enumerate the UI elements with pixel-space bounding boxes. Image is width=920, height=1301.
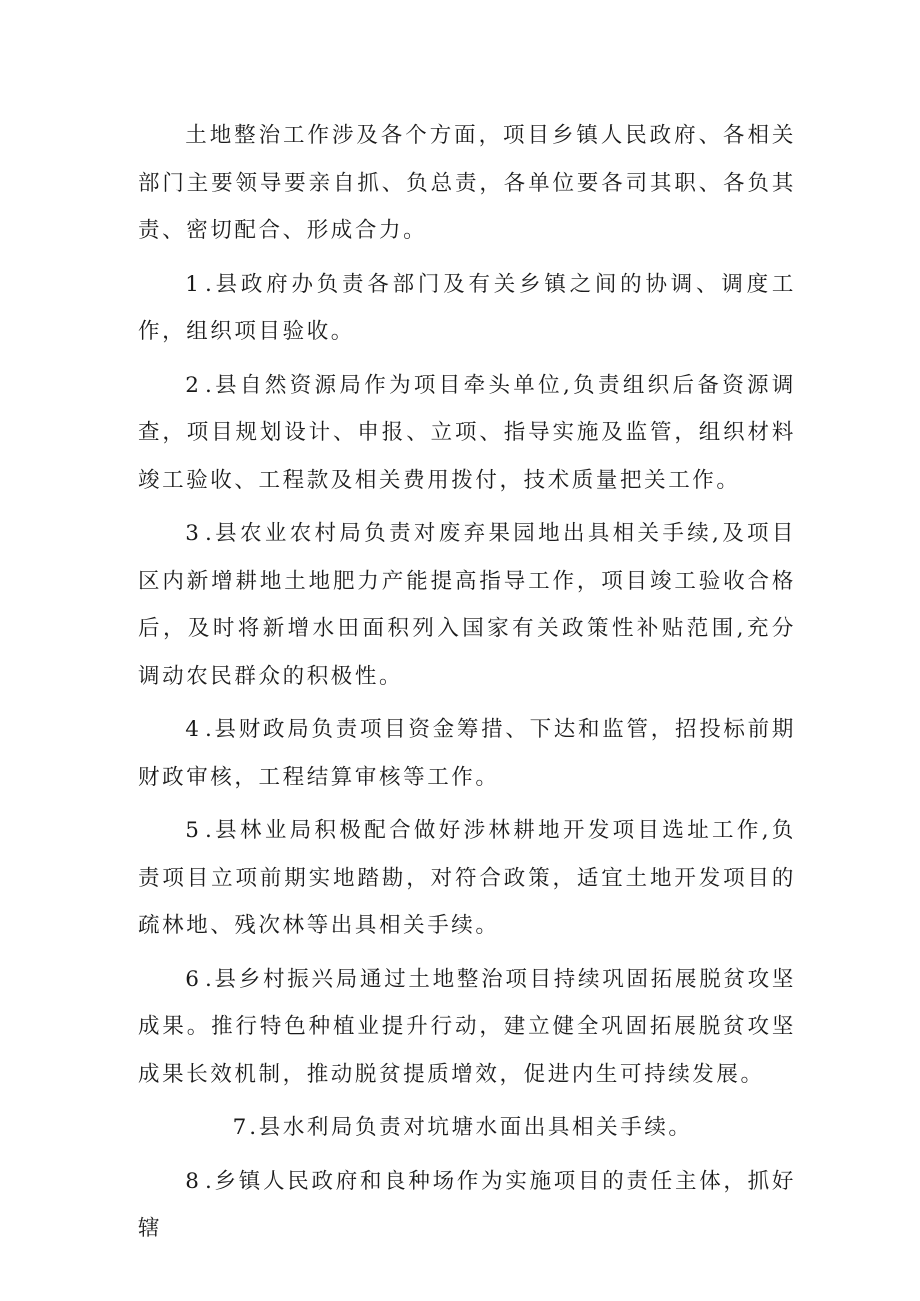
item-number: 5 xyxy=(185,818,205,843)
item-text: .县水利局负责对坑塘水面出具相关手续。 xyxy=(249,1115,693,1140)
item-number: 7 xyxy=(232,1115,247,1140)
item-number: 3 xyxy=(185,521,205,546)
item-text: .县林业局积极配合做好涉林耕地开发项目选址工作,负责项目立项前期实地踏勘，对符合政策，适宜土地开发项目的疏林地、残次林等出具相关手续。 xyxy=(138,818,796,938)
item-paragraph-2 xyxy=(138,362,796,505)
item-number: 8 xyxy=(185,1168,205,1194)
item-number: 4 xyxy=(185,717,205,742)
item-number: 1 xyxy=(185,271,205,297)
item-text: .乡镇人民政府和良种场作为实施项目的责任主体，抓好辖 xyxy=(138,1168,796,1241)
item-paragraph-3 xyxy=(138,510,796,700)
item-text: .县财政局负责项目资金筹措、下达和监管，招投标前期财政审核，工程结算审核等工作。 xyxy=(138,717,796,790)
item-paragraph-1 xyxy=(138,261,796,356)
intro-paragraph: 土地整治工作涉及各个方面，项目乡镇人民政府、各相关部门主要领导要亲自抓、负总责，各单位要各司其职、各负其责、密切配合、形成合力。 xyxy=(138,123,796,243)
item-paragraph-6 xyxy=(138,956,796,1099)
item-text: .县自然资源局作为项目牵头单位,负责组织后备资源调查，项目规划设计、申报、立项、指导实施及监管，组织材料竣工验收、工程款及相关费用拨付，技术质量把关工作。 xyxy=(138,372,796,493)
item-paragraph-4 xyxy=(138,706,796,801)
item-paragraph-7 xyxy=(138,1104,796,1152)
item-paragraph-5 xyxy=(138,807,796,950)
item-text: .县农业农村局负责对废弃果园地出具相关手续,及项目区内新增耕地土地肥力产能提高指导工作，项目竣工验收合格后，及时将新增水田面积列入国家有关政策性补贴范围,充分调动农民群众的积极性。 xyxy=(138,521,796,689)
item-paragraph-8 xyxy=(138,1158,796,1253)
item-text: .县乡村振兴局通过土地整治项目持续巩固拓展脱贫攻坚成果。推行特色种植业提升行动，建立健全巩固拓展脱贫攻坚成果长效机制，推动脱贫提质增效，促进内生可持续发展。 xyxy=(138,966,796,1087)
item-number: 2 xyxy=(185,372,205,398)
item-text: .县政府办负责各部门及有关乡镇之间的协调、调度工作，组织项目验收。 xyxy=(138,271,796,344)
item-number: 6 xyxy=(185,966,205,992)
